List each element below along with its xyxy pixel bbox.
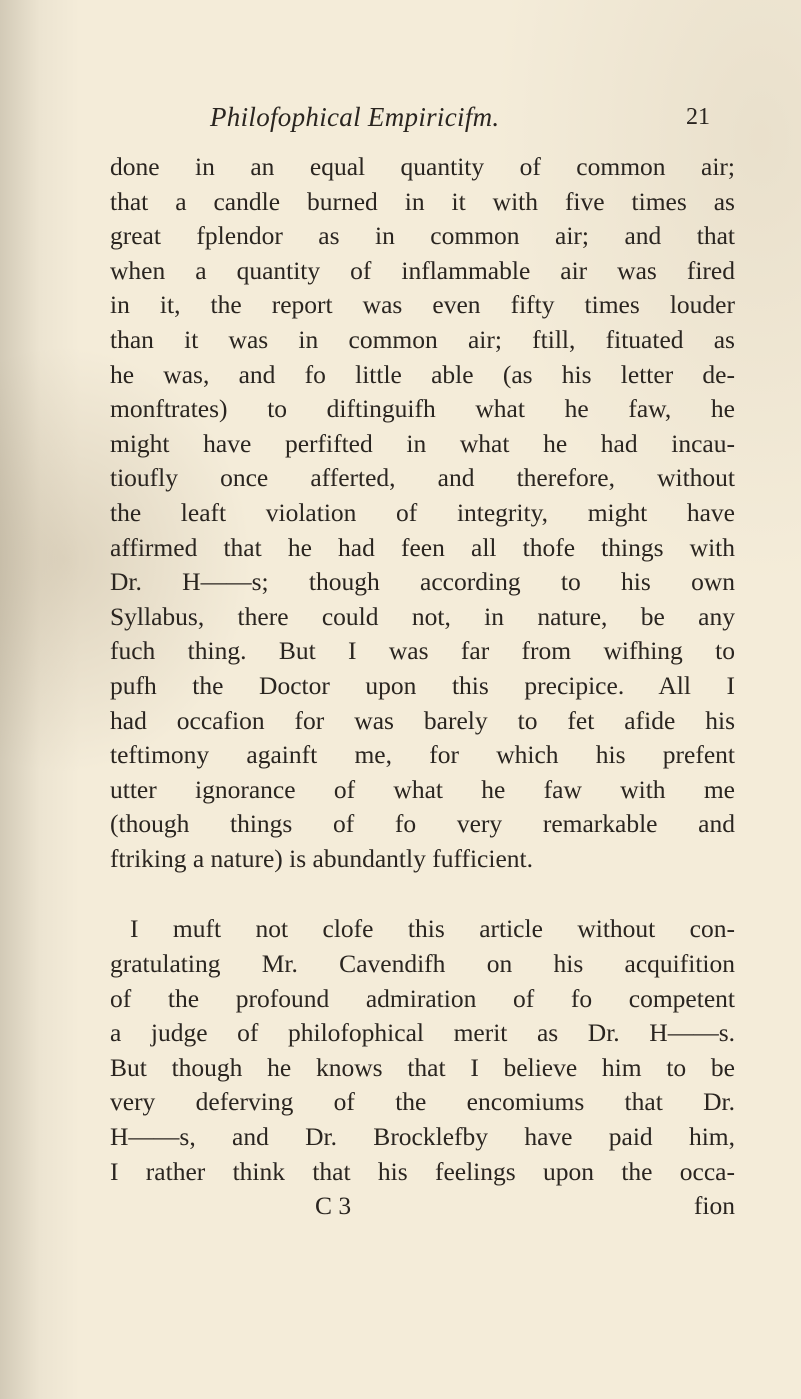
text-line: But though he knows that I believe him to be <box>110 1052 735 1082</box>
text-line: done in an equal quantity of common air; <box>110 152 735 181</box>
paragraph-1 <box>110 150 735 876</box>
paragraph-gap <box>110 876 735 912</box>
text-line: had occafion for was barely to fet afide his <box>110 705 735 735</box>
text-line: than it was in common air; ftill, fituated as <box>110 324 735 354</box>
text-line: monftrates) to diftinguifh what he faw, he <box>110 394 735 424</box>
running-title: Philofophical Empiricifm. <box>210 102 500 132</box>
text-line: great fplendor as in common air; and that <box>110 221 735 251</box>
signature-mark: C 3 <box>315 1191 352 1221</box>
catchword: fion <box>693 1191 735 1221</box>
text-line: in it, the report was even fifty times louder <box>110 290 735 320</box>
text-line: when a quantity of inflammable air was fired <box>110 255 735 285</box>
body-text <box>110 150 735 1224</box>
text-line: ftriking a nature) is abundantly fufficient. <box>110 843 533 873</box>
page-number: 21 <box>686 104 710 130</box>
text-line: fuch thing. But I was far from wifhing to <box>110 636 735 666</box>
text-line: Syllabus, there could not, in nature, be any <box>110 601 735 631</box>
text-line: gratulating Mr. Cavendifh on his acquifition <box>110 949 735 979</box>
text-line: H——s, and Dr. Brocklefby have paid him, <box>110 1122 735 1152</box>
text-line: affirmed that he had feen all thofe things with <box>110 532 735 562</box>
text-line: of the profound admiration of fo competent <box>110 983 735 1013</box>
text-line: tioufly once afferted, and therefore, without <box>110 463 735 493</box>
text-line: Dr. H——s; though according to his own <box>110 567 735 597</box>
page-header <box>210 102 730 142</box>
text-line: utter ignorance of what he faw with me <box>110 774 735 804</box>
text-line: that a candle burned in it with five times as <box>110 186 735 216</box>
text-line: I muft not clofe this article without con- <box>130 914 735 944</box>
text-line: very deferving of the encomiums that Dr. <box>110 1087 735 1117</box>
text-line: might have perfifted in what he had incau- <box>110 428 735 458</box>
text-line: (though things of fo very remarkable and <box>110 809 735 839</box>
text-line: the leaft violation of integrity, might have <box>110 497 735 527</box>
paragraph-2 <box>110 912 735 1189</box>
text-line: he was, and fo little able (as his letter de- <box>110 359 735 389</box>
text-line: I rather think that his feelings upon the occa- <box>110 1156 735 1186</box>
page-footer <box>110 1189 735 1224</box>
text-line: teftimony againft me, for which his prefent <box>110 740 735 770</box>
text-line: pufh the Doctor upon this precipice. All I <box>110 670 735 700</box>
text-line: a judge of philofophical merit as Dr. H——s. <box>110 1018 735 1048</box>
